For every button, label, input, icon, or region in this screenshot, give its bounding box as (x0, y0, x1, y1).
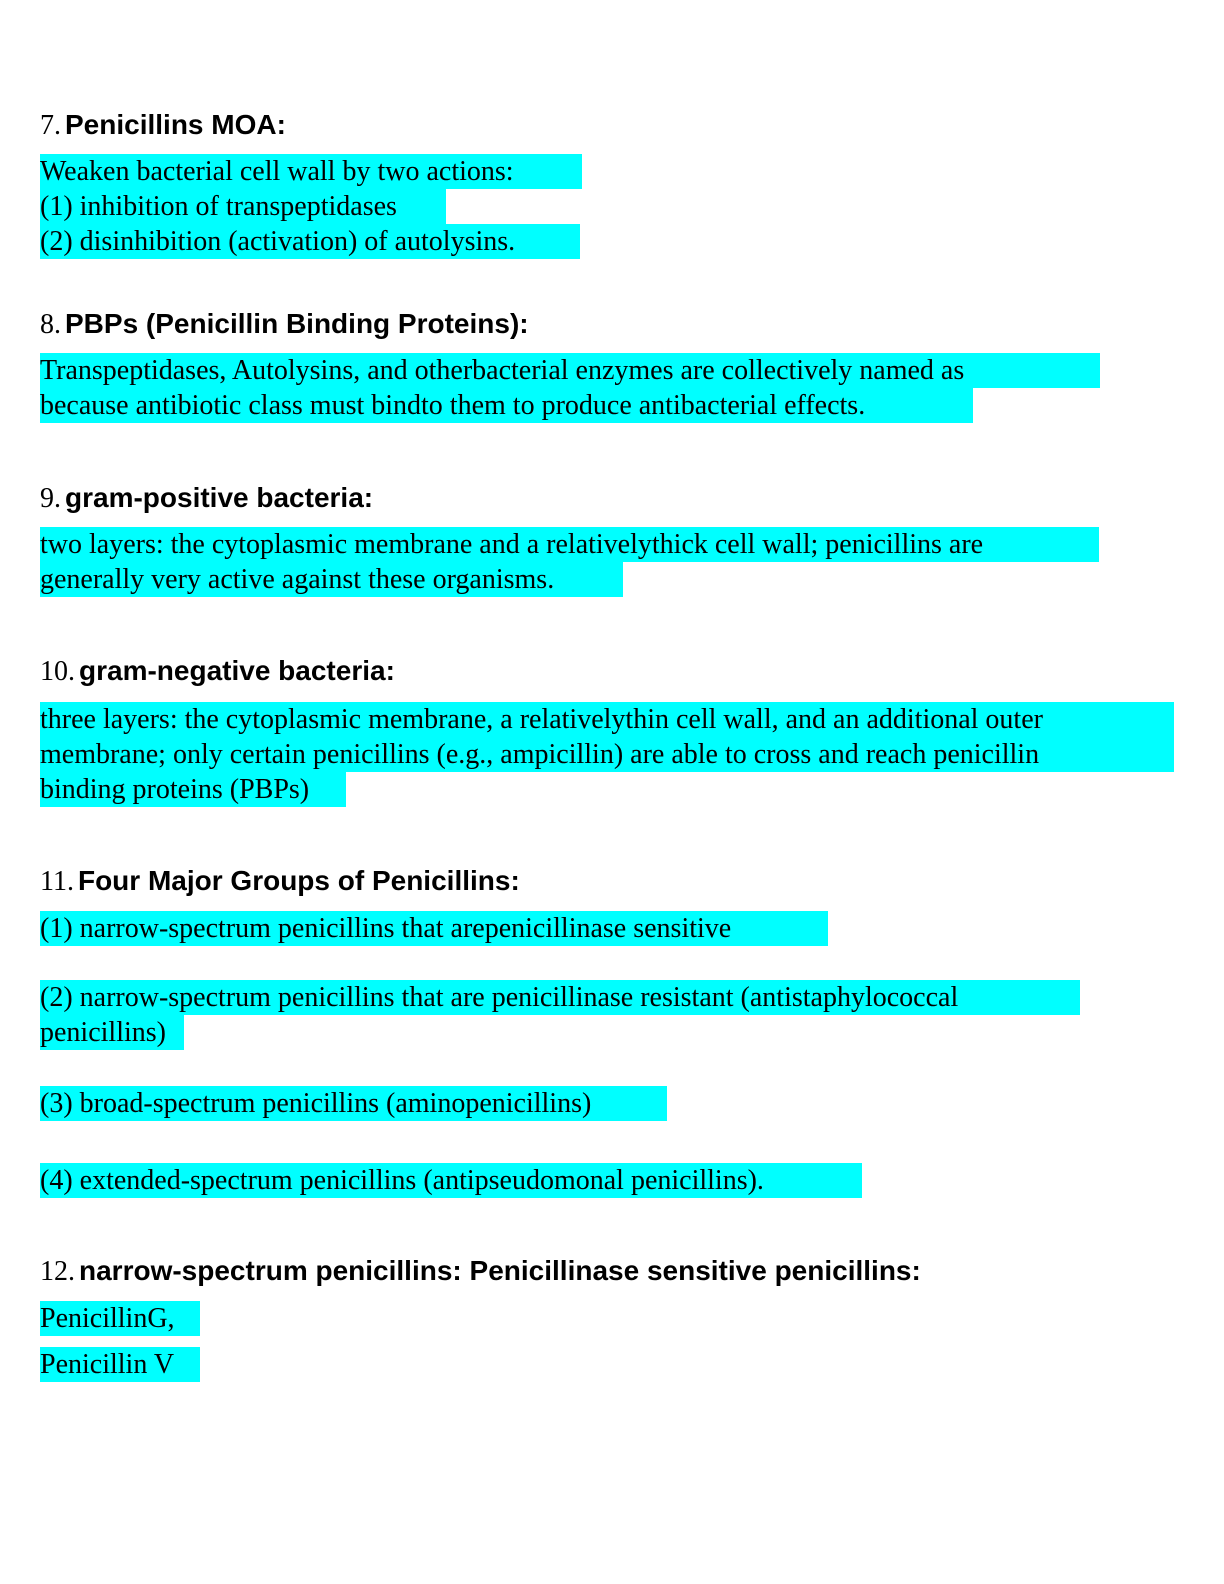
section-8-heading (40, 307, 529, 341)
section-number: 10. (40, 656, 75, 687)
section-10-line-2: membrane; only certain penicillins (e.g., ampicillin) are able to cross and reach penicillin (40, 737, 1174, 772)
section-11-line-4: (3) broad-spectrum penicillins (aminopenicillins) (40, 1086, 667, 1121)
section-11-line-2: (2) narrow-spectrum penicillins that are penicillinase resistant (antistaphylococcal (40, 980, 1080, 1015)
section-11-line-1: (1) narrow-spectrum penicillins that arepenicillinase sensitive (40, 911, 828, 946)
section-11-line-5: (4) extended-spectrum penicillins (antipseudomonal penicillins). (40, 1163, 862, 1198)
section-title: gram-negative bacteria: (79, 655, 395, 686)
section-7-heading (40, 108, 286, 142)
section-title: gram-positive bacteria: (65, 482, 374, 513)
section-title: PBPs (Penicillin Binding Proteins): (65, 308, 529, 339)
section-7-line-3: (2) disinhibition (activation) of autolysins. (40, 224, 580, 259)
section-number: 8. (40, 309, 61, 340)
section-9-heading (40, 481, 373, 515)
section-number: 9. (40, 483, 61, 514)
section-10-line-3: binding proteins (PBPs) (40, 772, 346, 807)
section-8-line-2: because antibiotic class must bindto them to produce antibacterial effects. (40, 388, 973, 423)
section-10-heading (40, 654, 395, 688)
section-8-line-1: Transpeptidases, Autolysins, and otherbacterial enzymes are collectively named as (40, 353, 1100, 388)
section-12-line-2: Penicillin V (40, 1347, 200, 1382)
section-7-line-2: (1) inhibition of transpeptidases (40, 189, 446, 224)
section-7-line-1: Weaken bacterial cell wall by two actions: (40, 154, 582, 189)
section-11-line-3: penicillins) (40, 1015, 184, 1050)
section-title: Four Major Groups of Penicillins: (77, 865, 520, 896)
section-9-line-1: two layers: the cytoplasmic membrane and a relativelythick cell wall; penicillins are (40, 527, 1099, 562)
section-10-line-1: three layers: the cytoplasmic membrane, a relativelythin cell wall, and an additional outer (40, 702, 1174, 737)
section-9-line-2: generally very active against these organisms. (40, 562, 623, 597)
section-title: Penicillins MOA: (65, 109, 286, 140)
section-title: narrow-spectrum penicillins: Penicillinase sensitive penicillins: (79, 1255, 921, 1286)
section-12-line-1: PenicillinG, (40, 1301, 200, 1336)
section-number: 12. (40, 1256, 75, 1287)
section-11-heading (40, 864, 520, 898)
section-number: 11. (40, 866, 74, 897)
section-12-heading (40, 1254, 921, 1288)
section-number: 7. (40, 110, 61, 141)
